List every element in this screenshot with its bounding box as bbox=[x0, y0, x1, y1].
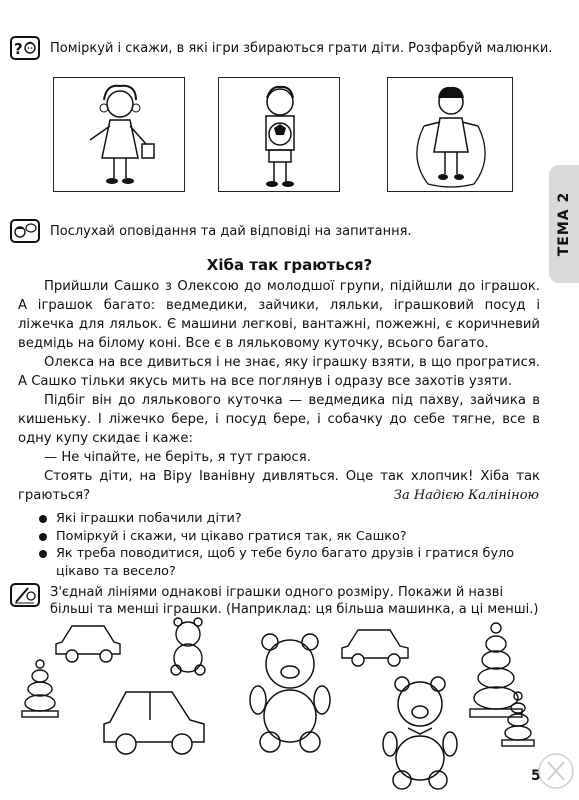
small-car-toy bbox=[56, 626, 120, 662]
question-item: Як треба поводитися, щоб у тебе було багато друзів і гратися було цікаво та весело? bbox=[32, 545, 542, 580]
small-pyramid-toy bbox=[22, 660, 58, 717]
toys-illustration bbox=[0, 612, 579, 800]
page-number: 5 bbox=[531, 768, 541, 784]
svg-text:?: ? bbox=[14, 40, 23, 58]
draw-pencil-icon bbox=[10, 583, 40, 607]
task3-instruction: З'єднай лініями однакові іграшки одного розміру. Покажи й назві більші та менші іграшки. (Наприклад: ця більша машинка, а ці менші.) bbox=[50, 585, 539, 617]
boy-with-ball-picture bbox=[218, 77, 340, 192]
girl-with-bucket-picture bbox=[53, 77, 185, 192]
story-paragraph: Прийшли Сашко з Олексою до молодшої групи, підійшли до іграшок. А іграшок багато: ведмедики, зайчики, ляльки, іграшковий посуд і ліжечка для ляльок. Є машини легкові, вантажні, пожежні, є коричневий ведмідь на білому коні. Все є в ляльковому куточку, всього багато. bbox=[18, 279, 540, 351]
story-paragraph: Підбіг він до лялькового куточка — ведмедика під пахву, зайчика в кишеньку. І ліжечко бере, і посуд бере, і собачку до себе тягне, все в одну купу скидає і каже: bbox=[18, 393, 540, 446]
story-paragraph: Стоять діти, на Віру Іванівну дивляться. Оце так хлопчик! Хіба так граються? bbox=[18, 469, 540, 503]
story-title: Хіба так граються? bbox=[206, 256, 373, 274]
question-item: Поміркуй і скажи, чи цікаво гратися так, як Сашко? bbox=[32, 528, 542, 546]
theme-tab-label: ТЕМА 2 bbox=[556, 191, 572, 257]
story-text bbox=[18, 277, 540, 505]
large-pyramid-toy bbox=[470, 623, 522, 717]
question-item: Які іграшки побачили діти? bbox=[32, 510, 542, 528]
question-talk-icon bbox=[10, 36, 40, 60]
story-attribution: За Надією Калініною bbox=[393, 488, 539, 503]
task2-instruction: Послухай оповідання та дай відповіді на запитання. bbox=[50, 224, 412, 239]
listen-speech-icon bbox=[10, 219, 40, 243]
large-car-toy bbox=[104, 692, 204, 754]
story-paragraph: Олекса на все дивиться і не знає, яку іграшку взяти, в що програтися. А Сашко тільки якусь мить на все поглянув і одразу все захотів узяти. bbox=[18, 355, 540, 389]
small-car-toy bbox=[342, 630, 408, 666]
large-bear-toy bbox=[383, 677, 457, 789]
questions-list bbox=[32, 510, 542, 580]
small-bear-toy bbox=[171, 618, 205, 675]
large-bear-toy bbox=[250, 634, 330, 752]
small-pyramid-toy bbox=[502, 692, 534, 746]
x-watermark bbox=[537, 752, 575, 790]
girl-with-jump-rope-picture bbox=[387, 77, 513, 192]
task1-instruction: Поміркуй і скажи, в які ігри збираються грати діти. Розфарбуй малюнки. bbox=[50, 41, 553, 56]
story-paragraph: — Не чіпайте, не беріть, я тут граюся. bbox=[44, 450, 311, 465]
